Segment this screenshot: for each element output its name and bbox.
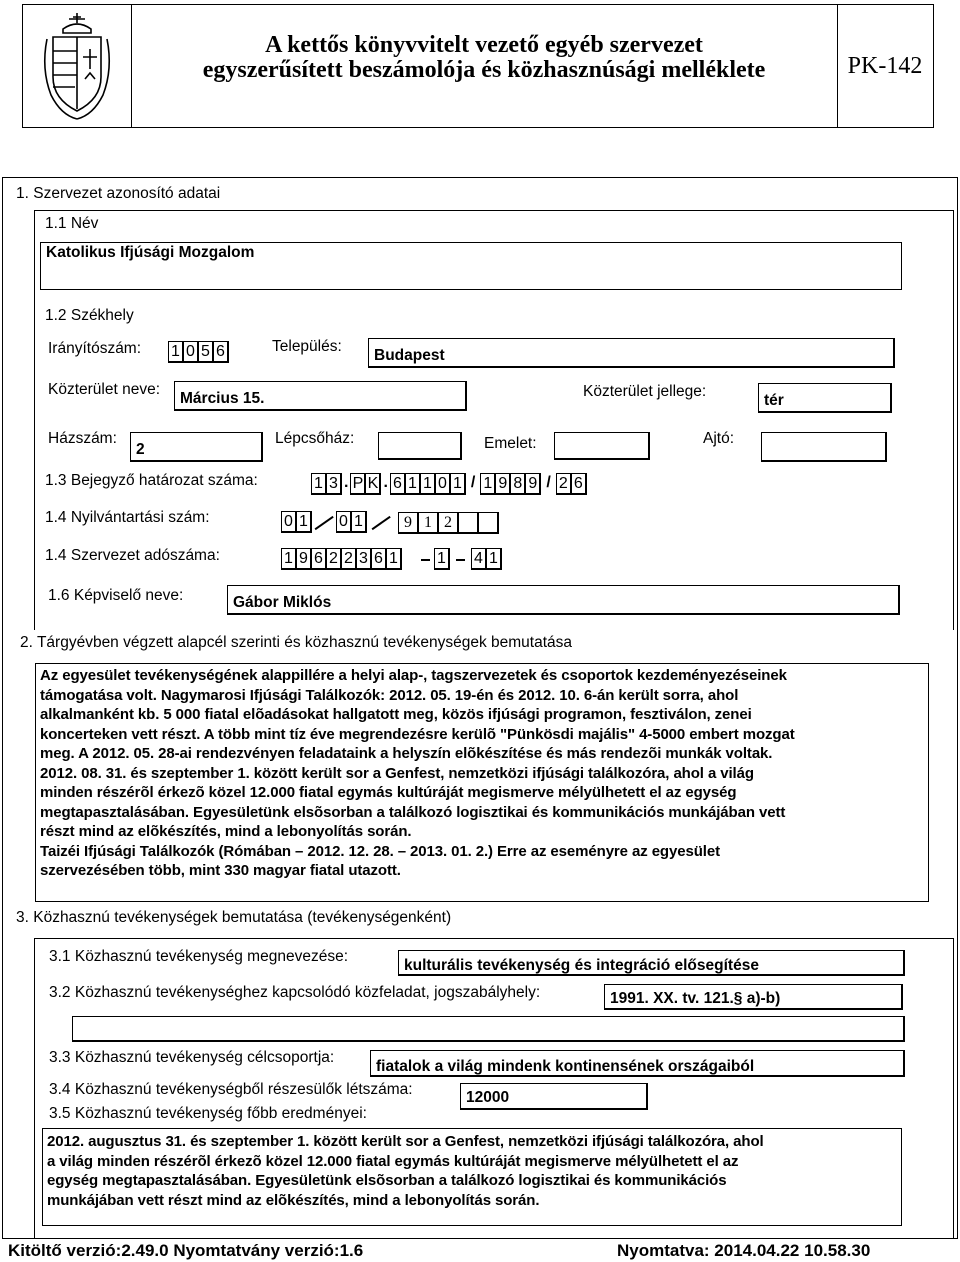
activity-name-field[interactable] [398, 950, 905, 976]
footer-print-date: Nyomtatva: 2014.04.22 10.58.30 [617, 1241, 871, 1260]
registration-digit: 9 [525, 473, 541, 495]
results-line: a világ minden részérõl érkezõ közel 12.000 fiatal egymás kultúráját megismerve mélyülhetett el az [47, 1152, 739, 1170]
city-label: Település: [272, 338, 342, 355]
results-line: egység megtapasztalásában. Egyesületünk elsõsorban a találkozó logisztikai és kommunikációs [47, 1172, 727, 1189]
description-line: minden részérõl érkezõ közel 12.000 fiatal egymás kultúráját megismerve mélyülhetett el az egység [40, 784, 737, 801]
registration-digit: 1 [480, 473, 496, 495]
name-label: 1.1 Név [45, 215, 99, 232]
name-value: Katolikus Ifjúsági Mozgalom [46, 244, 255, 261]
zip-digit: 6 [213, 341, 229, 363]
target-group-value: fiatalok a világ mindenk kontinensének országaiból [376, 1058, 755, 1075]
results-line: munkájában vett részt mind az elõkészítés, mind a lebonyolítás során. [47, 1191, 540, 1209]
results-description[interactable] [42, 1128, 902, 1226]
tax-digit: 1 [281, 548, 297, 570]
record-number-label: 1.4 Nyilvántartási szám: [45, 509, 210, 526]
street-type-value: tér [764, 392, 784, 409]
street-type-field[interactable] [758, 383, 892, 413]
street-value: Március 15. [180, 390, 265, 407]
house-label: Házszám: [48, 430, 117, 447]
registration-digit: 1 [450, 473, 466, 495]
form-title-line-2: egyszerűsített beszámolója és közhasznúsági melléklete [202, 57, 766, 83]
public-duty-field-2[interactable] [72, 1016, 905, 1042]
stair-label: Lépcsőház: [275, 430, 355, 447]
registration-digit: 6 [390, 473, 406, 495]
floor-label: Emelet: [484, 435, 537, 452]
representative-field[interactable] [227, 585, 900, 615]
tax-number-part-b[interactable] [434, 548, 449, 570]
record-number-part-b[interactable] [336, 511, 366, 533]
door-label: Ajtó: [703, 430, 735, 447]
record-digit [458, 512, 479, 534]
city-field[interactable] [368, 338, 895, 368]
seat-label: 1.2 Székhely [45, 307, 134, 324]
city-value: Budapest [374, 347, 445, 364]
section-1-title: 1. Szervezet azonosító adatai [16, 185, 221, 202]
house-value: 2 [136, 441, 145, 458]
representative-label: 1.6 Képviselő neve: [48, 587, 184, 604]
registration-digit: 2 [556, 473, 572, 495]
record-digit: 0 [281, 511, 297, 533]
tax-number-label: 1.4 Szervezet adószáma: [45, 547, 220, 564]
tax-number-part-a[interactable] [281, 548, 401, 570]
tax-digit: 1 [434, 548, 450, 570]
record-digit: 0 [336, 511, 352, 533]
footer-version: Kitöltő verzió:2.49.0 Nyomtatvány verzió:1.6 [8, 1241, 364, 1260]
tax-digit: 1 [386, 548, 402, 570]
description-line: részt mind az elõkészítés, mind a lebonyolítás során. [40, 823, 412, 840]
target-group-field[interactable] [370, 1050, 905, 1077]
public-duty-value: 1991. XX. tv. 121.§ a)-b) [610, 990, 781, 1007]
dash-separator [421, 559, 430, 561]
record-digit: 1 [418, 512, 439, 534]
description-line: 2012. 08. 31. és szeptember 1. között került sor a Genfest, nemzetközi ifjúsági találkozóra, ahol a világ [40, 764, 754, 782]
representative-value: Gábor Miklós [233, 594, 332, 611]
tax-digit: 3 [356, 548, 372, 570]
form-title-line-1: A kettős könyvvitelt vezető egyéb szervezet [265, 32, 703, 58]
record-digit [478, 512, 499, 534]
description-line: megtapasztalásában. Egyesületünk elsõsorban a találkozó logisztikai és kommunikációs munkájában vett [40, 803, 786, 821]
zip-digit: 1 [168, 341, 184, 363]
zip-label: Irányítószám: [48, 340, 142, 357]
registration-digit: 1 [420, 473, 436, 495]
target-group-label: 3.3 Közhasznú tevékenység célcsoportja: [49, 1049, 335, 1066]
public-duty-field[interactable] [604, 984, 903, 1010]
registration-digit: 0 [435, 473, 451, 495]
record-number-part-a[interactable] [281, 511, 311, 533]
tax-number-part-c[interactable] [471, 548, 501, 570]
section-2-title: 2. Tárgyévben végzett alapcél szerinti és közhasznú tevékenységek bemutatása [20, 634, 573, 651]
coat-of-arms-logo [23, 5, 132, 127]
floor-field[interactable] [554, 432, 650, 460]
description-line: szervezésében több, mint 330 magyar fiatal utazott. [40, 862, 401, 879]
tax-digit: 2 [341, 548, 357, 570]
street-field[interactable] [174, 381, 467, 411]
registration-digit: 1 [311, 473, 327, 495]
record-digit: 1 [351, 511, 367, 533]
results-label: 3.5 Közhasznú tevékenység főbb eredményei: [49, 1105, 367, 1122]
house-field[interactable] [130, 432, 263, 462]
door-field[interactable] [761, 432, 887, 462]
record-digit: 9 [398, 512, 419, 534]
registration-digit: K [365, 473, 381, 495]
registration-separator: / [546, 474, 551, 491]
tax-digit: 2 [326, 548, 342, 570]
activity-name-label: 3.1 Közhasznú tevékenység megnevezése: [49, 948, 348, 965]
record-digit: 2 [438, 512, 459, 534]
registration-separator: . [344, 474, 349, 491]
description-line: Az egyesület tevékenységének alappillére a helyi alap-, tagszervezetek és csoportok kezdeményezéseinek [40, 667, 787, 684]
registration-digit: 1 [405, 473, 421, 495]
dash-separator [456, 559, 465, 561]
description-line: támogatása volt. Nagymarosi Ifjúsági Találkozók: 2012. 05. 19-én és 2012. 10. 6-án került sorra, ahol [40, 686, 739, 704]
registration-separator: . [383, 474, 388, 491]
tax-digit: 4 [471, 548, 487, 570]
zip-digit: 5 [198, 341, 214, 363]
form-title [131, 5, 838, 127]
registration-separator: / [470, 474, 476, 491]
description-line: meg. A 2012. 05. 28-ai rendezvényen feladataink a helyszín elõkészítése és más rendezõi munkák voltak. [40, 745, 773, 762]
street-type-label: Közterület jellege: [583, 383, 707, 400]
registration-label: 1.3 Bejegyző határozat száma: [45, 472, 258, 489]
activity-name-value: kulturális tevékenység és integráció elősegítése [404, 957, 759, 974]
participants-field[interactable] [460, 1083, 648, 1110]
registration-digit: 3 [326, 473, 342, 495]
results-line: 2012. augusztus 31. és szeptember 1. között került sor a Genfest, nemzetközi ifjúsági találkozóra, ahol [47, 1133, 764, 1150]
participants-label: 3.4 Közhasznú tevékenységből részesülők létszáma: [49, 1081, 413, 1098]
form-code: PK-142 [847, 53, 923, 79]
name-field[interactable] [40, 242, 902, 290]
section-3-title: 3. Közhasznú tevékenységek bemutatása (tevékenységenként) [16, 909, 452, 926]
participants-value: 12000 [466, 1089, 510, 1106]
street-label: Közterület neve: [48, 381, 161, 398]
description-line: Taizéi Ifjúsági Találkozók (Rómában – 2012. 12. 28. – 2013. 01. 2.) Erre az eseményre az egyesület [40, 842, 720, 860]
description-line: alkalmanként kb. 5 000 fiatal elõadásokat hallgatott meg, közös ifjúsági programon, fesztiválon, zenei [40, 706, 752, 723]
tax-digit: 9 [296, 548, 312, 570]
registration-number[interactable] [311, 473, 586, 495]
zip-digits[interactable] [168, 341, 228, 363]
registration-digit: 9 [495, 473, 511, 495]
form-header [22, 4, 934, 128]
zip-digit: 0 [183, 341, 199, 363]
tax-digit: 6 [371, 548, 387, 570]
public-duty-label: 3.2 Közhasznú tevékenységhez kapcsolódó közfeladat, jogszabályhely: [49, 984, 541, 1001]
registration-digit: P [350, 473, 366, 495]
record-digit: 1 [296, 511, 312, 533]
registration-digit: 6 [571, 473, 587, 495]
record-number-part-c[interactable] [398, 512, 498, 534]
activities-description[interactable] [35, 663, 929, 902]
stair-field[interactable] [378, 432, 462, 460]
description-line: koncerteken vett részt. A több mint tíz éve megrendezésre kerülõ "Pünkösdi majális" 4-5000 embert mozgat [40, 725, 795, 743]
tax-digit: 1 [486, 548, 502, 570]
tax-digit: 6 [311, 548, 327, 570]
registration-digit: 8 [510, 473, 526, 495]
